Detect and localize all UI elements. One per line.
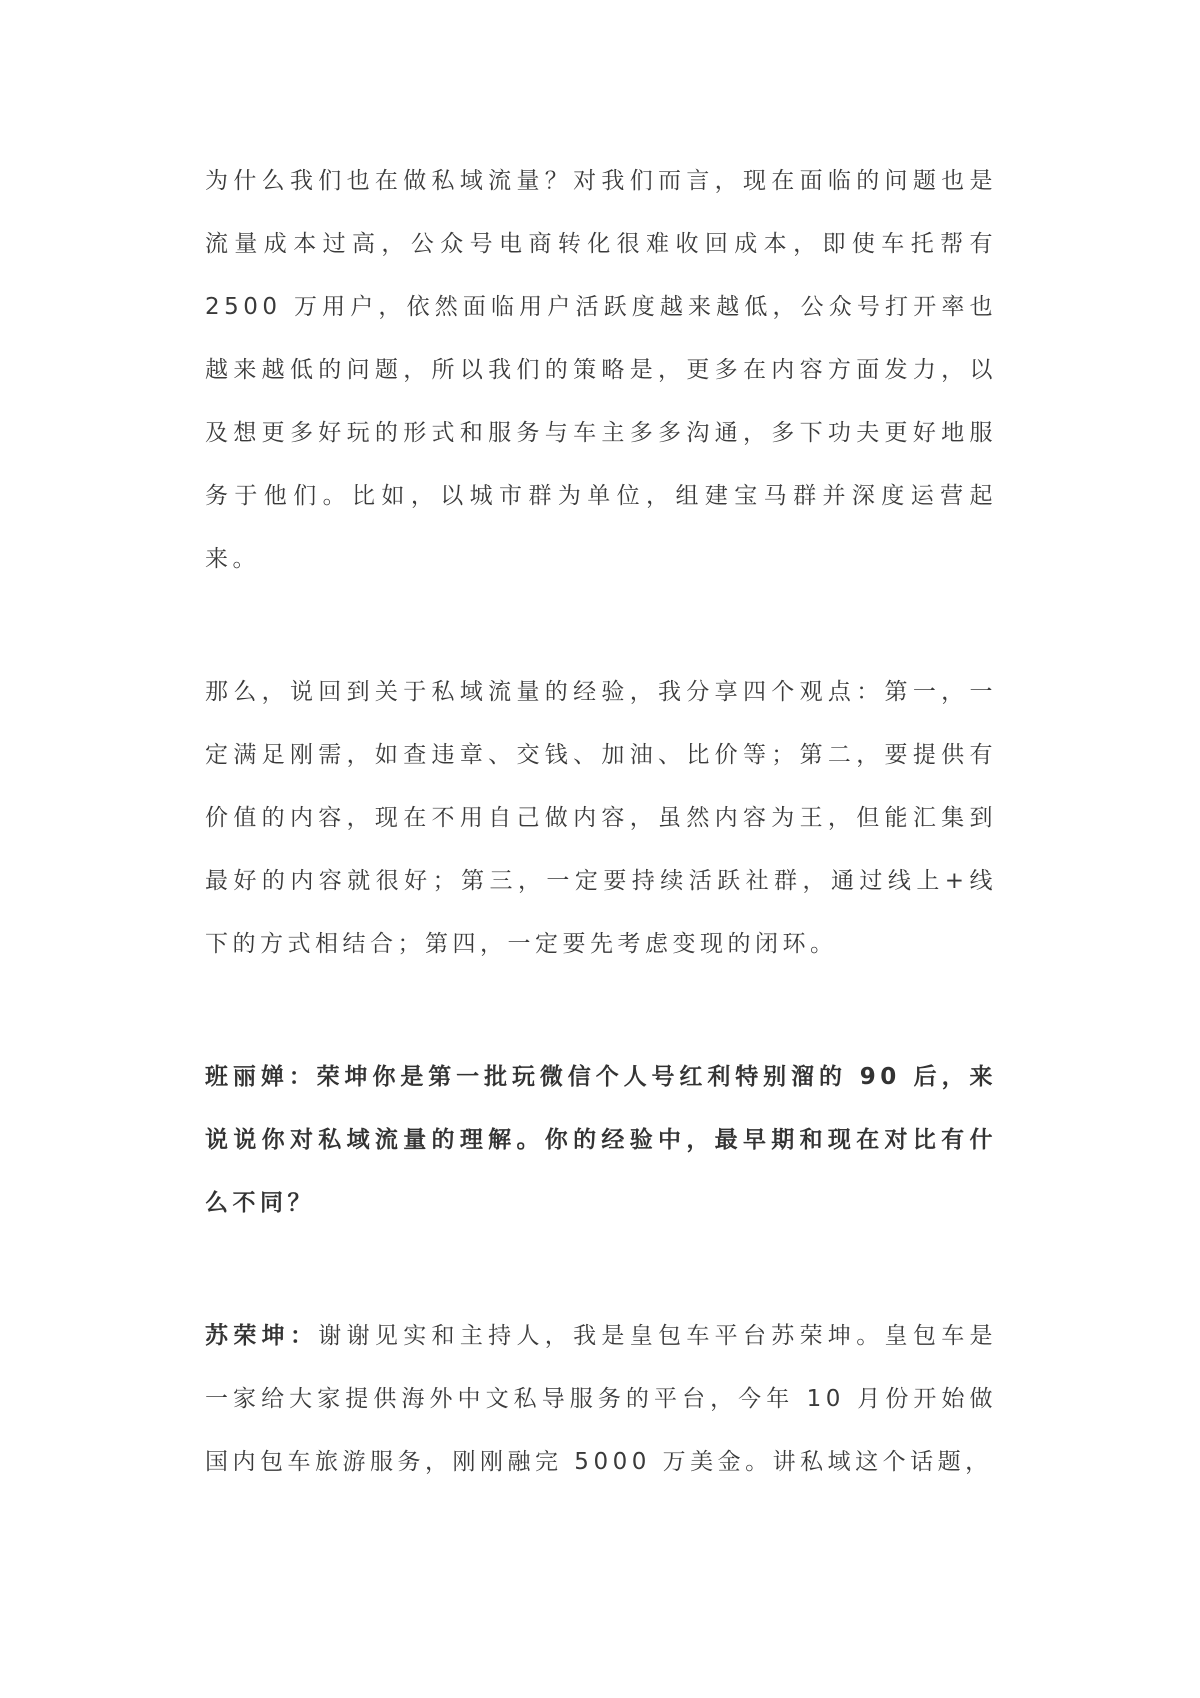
paragraph-spacer <box>205 976 997 1046</box>
speaker-name: 苏荣坤： <box>205 1323 319 1349</box>
paragraph-spacer <box>205 591 997 661</box>
paragraph-four-points: 那么，说回到关于私域流量的经验，我分享四个观点：第一，一定满足刚需，如查违章、交钱、加油、比价等；第二，要提供有价值的内容，现在不用自己做内容，虽然内容为王，但能汇集到最好的内容就很好；第三，一定要持续活跃社群，通过线上+线下的方式相结合；第四，一定要先考虑变现的闭环。 <box>205 679 997 957</box>
paragraph-spacer <box>205 1235 997 1305</box>
paragraph-host-question: 班丽婵：荣坤你是第一批玩微信个人号红利特别溜的 90 后，来说说你对私域流量的理解。你的经验中，最早期和现在对比有什么不同？ <box>205 1064 997 1216</box>
document-body <box>205 150 997 1494</box>
answer-text: 谢谢见实和主持人，我是皇包车平台苏荣坤。皇包车是一家给大家提供海外中文私导服务的平台，今年 10 月份开始做国内包车旅游服务，刚刚融完 5000 万美金。讲私域这个话题， <box>205 1323 998 1475</box>
paragraph-answer <box>205 1305 997 1494</box>
paragraph-strategy: 为什么我们也在做私域流量？对我们而言，现在面临的问题也是流量成本过高，公众号电商转化很难收回成本，即使车托帮有 2500 万用户，依然面临用户活跃度越来越低，公众号打开率也越来越低的问题，所以我们的策略是，更多在内容方面发力，以及想更多好玩的形式和服务与车主多多沟通，多下功夫更好地服务于他们。比如，以城市群为单位，组建宝马群并深度运营起来。 <box>205 168 997 572</box>
